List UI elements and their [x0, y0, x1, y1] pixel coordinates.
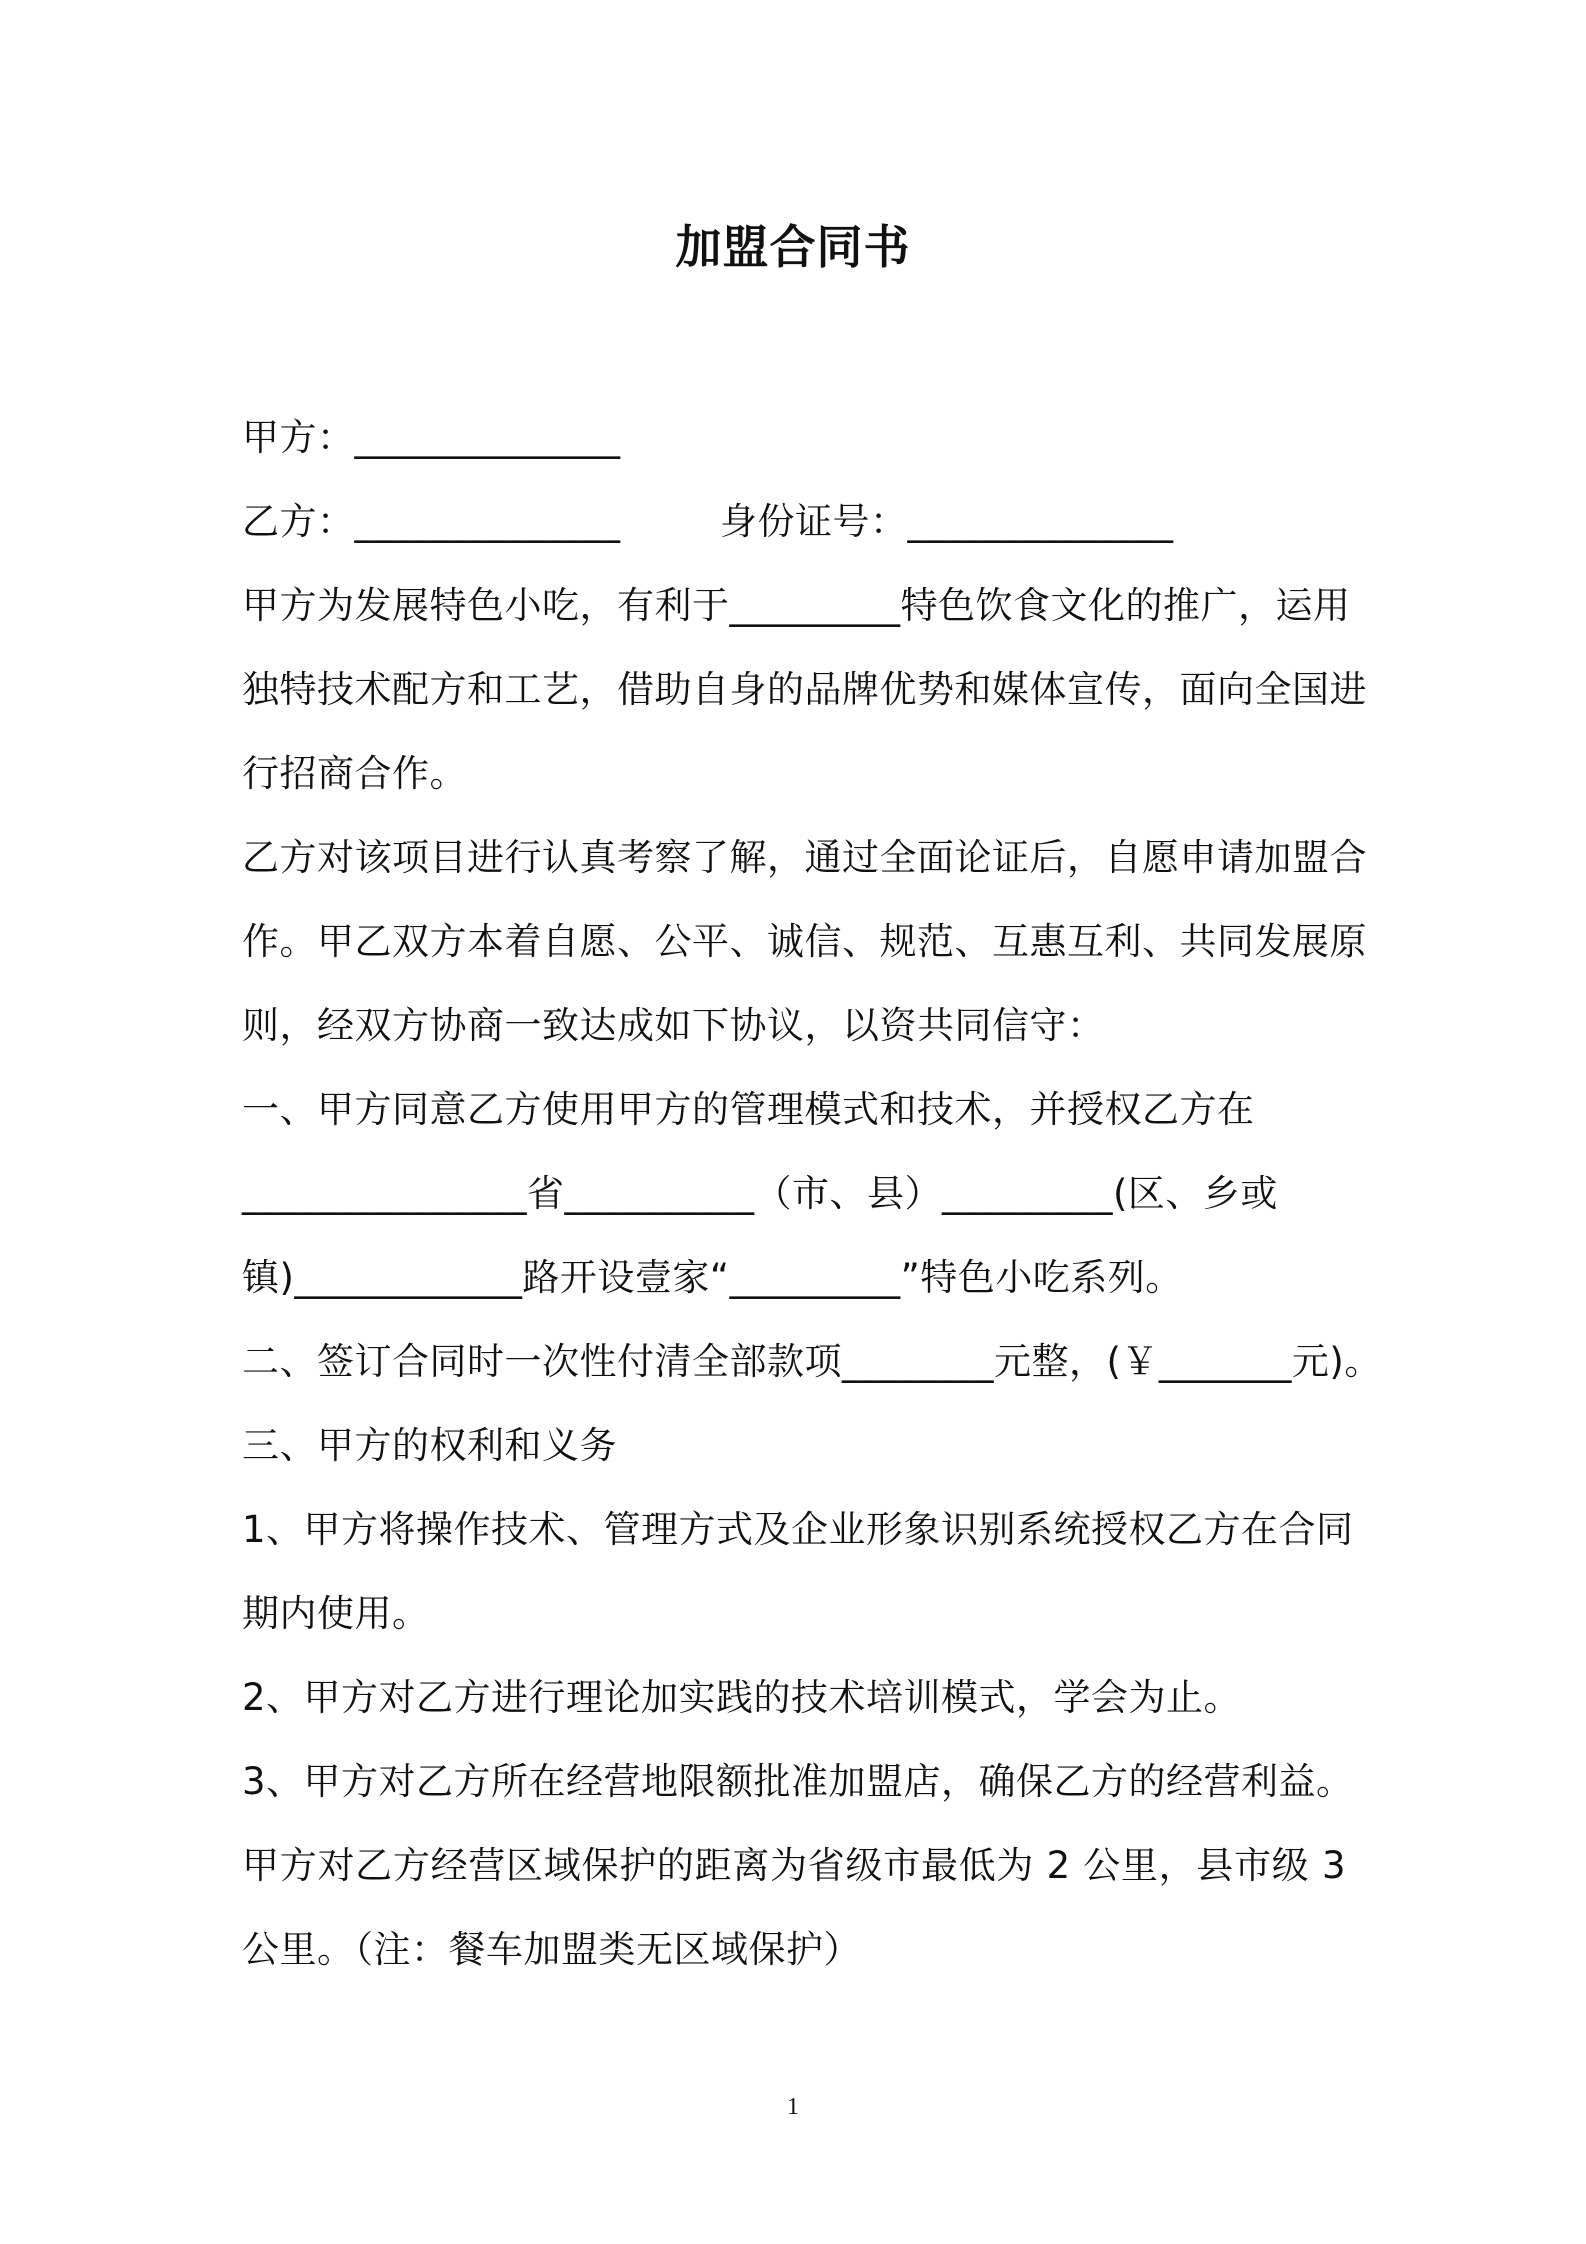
clause-line: 二、签订合同时一次性付清全部款项________元整，(￥_______元)。 — [242, 1340, 1382, 1383]
id-number-field: 身份证号：______________ — [720, 500, 1174, 543]
clause-line: 2、甲方对乙方进行理论加实践的技术培训模式，学会为止。 — [242, 1676, 1242, 1719]
page-number: 1 — [787, 2094, 799, 2120]
clause-line: 3、甲方对乙方所在经营地限额批准加盟店，确保乙方的经营利益。 — [242, 1760, 1354, 1803]
document-title: 加盟合同书 — [675, 220, 911, 274]
clause-line: 1、甲方将操作技术、管理方式及企业形象识别系统授权乙方在合同 — [242, 1508, 1354, 1551]
clause-line: 期内使用。 — [242, 1592, 430, 1635]
paragraph-line: 作。甲乙双方本着自愿、公平、诚信、规范、互惠互利、共同发展原 — [242, 920, 1367, 963]
section-heading: 三、甲方的权利和义务 — [242, 1424, 617, 1467]
paragraph-line: 行招商合作。 — [242, 752, 467, 795]
clause-line: 甲方对乙方经营区域保护的距离为省级市最低为 2 公里，县市级 3 — [242, 1844, 1346, 1887]
party-b-line: 乙方：______________ — [242, 500, 621, 543]
clause-line: 公里。（注：餐车加盟类无区域保护） — [242, 1928, 861, 1971]
clause-line: 一、甲方同意乙方使用甲方的管理模式和技术，并授权乙方在 — [242, 1088, 1255, 1131]
paragraph-line: 甲方为发展特色小吃，有利于_________特色饮食文化的推广，运用 — [242, 584, 1351, 627]
clause-line: 镇)____________路开设壹家“_________”特色小吃系列。 — [242, 1256, 1183, 1299]
party-a-line: 甲方：______________ — [242, 416, 621, 459]
clause-line: _______________省__________（市、县）_________(区、乡或 — [242, 1172, 1278, 1215]
paragraph-line: 独特技术配方和工艺，借助自身的品牌优势和媒体宣传，面向全国进 — [242, 668, 1367, 711]
paragraph-line: 乙方对该项目进行认真考察了解，通过全面论证后，自愿申请加盟合 — [242, 836, 1367, 879]
paragraph-line: 则，经双方协商一致达成如下协议，以资共同信守： — [242, 1004, 1105, 1047]
